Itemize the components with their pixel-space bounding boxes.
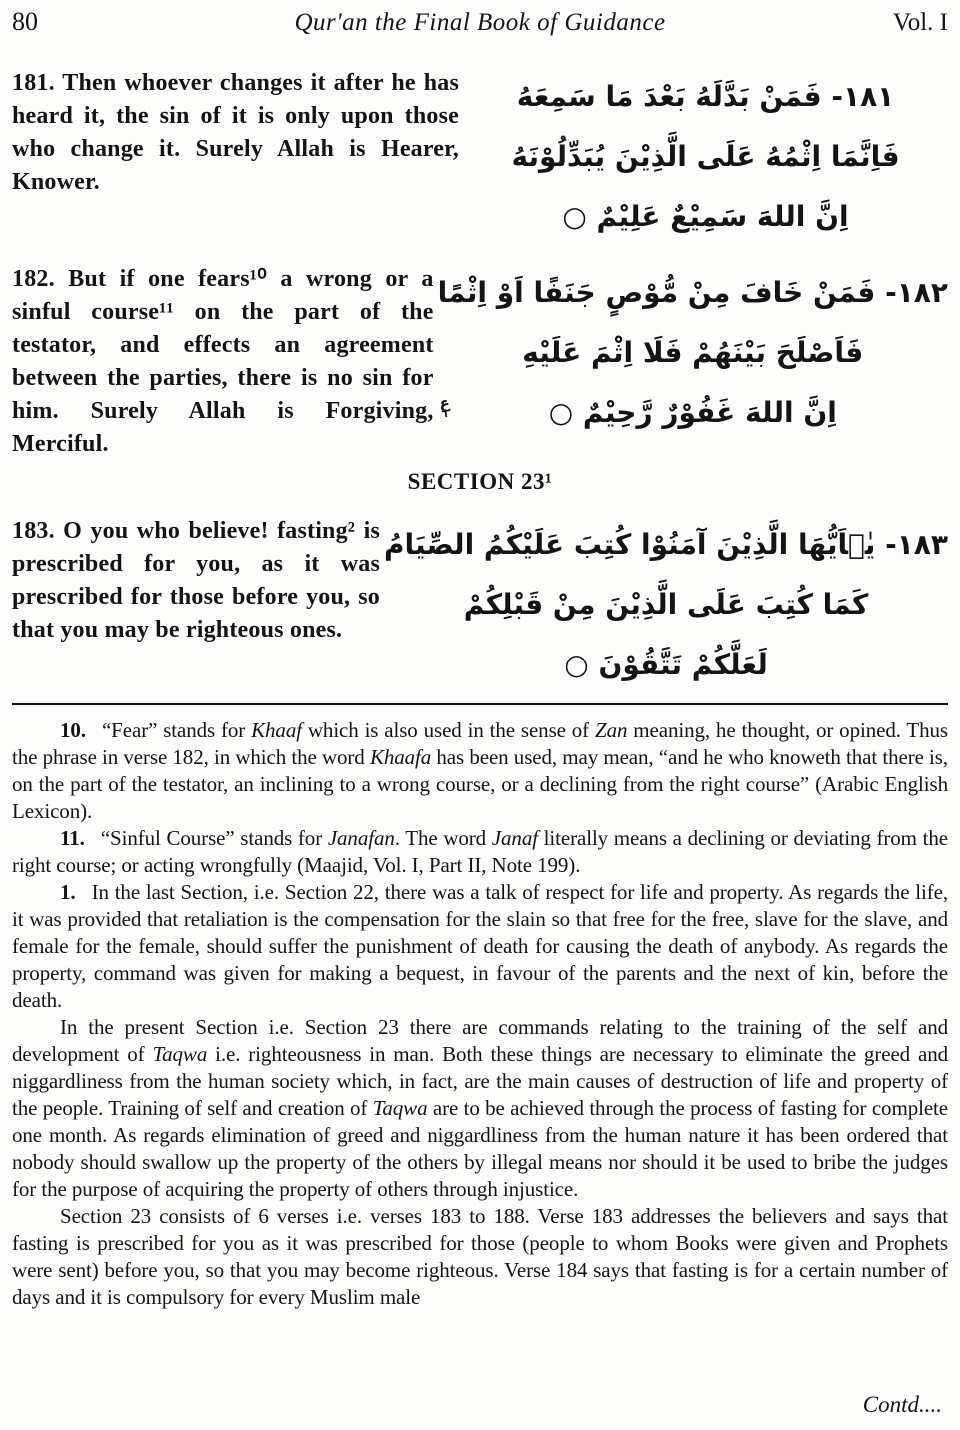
arabic-line: كَمَا كُتِبَ عَلَى الَّذِيْنَ مِنْ قَبْلِكُمْ xyxy=(463,588,869,621)
verse-182-arabic xyxy=(434,263,948,443)
commentary-paragraph xyxy=(12,1014,948,1203)
arabic-line: فَاِنَّمَا اِثْمُهُ عَلَى الَّذِيْنَ يُبَدِّلُوْنَهُ xyxy=(511,140,900,173)
commentary-paragraph xyxy=(12,1203,948,1311)
ruku-marker xyxy=(439,394,450,420)
footnote-text: In the last Section, i.e. Section 22, there was a talk of respect for life and property. As regards the life, it was provided that retaliation is the compensation for the slain so that free for the free, slave for the slave, and female for the female, should suffer the punishment of death for causing the death of anybody. As regards the property, command was given for making a bequest, in favour of the parents and the next of kin, before the death. xyxy=(12,880,948,1012)
verse-183-arabic xyxy=(380,515,948,695)
footnote-text: “Sinful Course” stands for Janafan. The word Janaf literally means a declining or deviating from the right course; or acting wrongfully (Maajid, Vol. I, Part II, Note 199). xyxy=(12,826,948,877)
verse-182-english: 182. But if one fears¹⁰ a wrong or a sinful course¹¹ on the part of the testator, and effects an agreement between the parties, there is no sin for him. Surely Allah is Forgiving, Merciful. xyxy=(12,266,434,457)
verse-row-181 xyxy=(12,67,948,247)
arabic-line: لَعَلَّكُمْ تَتَّقُوْنَ ○ xyxy=(564,648,768,681)
volume-label: Vol. I xyxy=(892,9,948,36)
page-header xyxy=(12,8,948,37)
ruku-letter: ع xyxy=(439,394,450,412)
footnote-11 xyxy=(12,825,948,879)
arabic-line: ١٨١- فَمَنْ بَدَّلَهُ بَعْدَ مَا سَمِعَهُ xyxy=(516,80,895,113)
contd-label: Contd.... xyxy=(862,1392,942,1417)
verse-row-183 xyxy=(12,515,948,695)
footnote-marker: 11. xyxy=(60,826,85,850)
arabic-line: ١٨٢- فَمَنْ خَافَ مِنْ مُّوْصٍ جَنَفًا اَوْ اِثْمًا xyxy=(437,276,948,309)
arabic-line xyxy=(438,383,948,443)
footnote-text: “Fear” stands for Khaaf which is also used in the sense of Zan meaning, he thought, or opined. Thus the phrase in verse 182, in which the word Khaafa has been used, may mean, “and he who knoweth that there is, on the part of the testator, an inclining to a wrong course, or a declining from the right course” (Arabic English Lexicon). xyxy=(12,718,948,823)
verse-181-english: 181. Then whoever changes it after he has heard it, the sin of it is only upon those who change it. Surely Allah is Hearer, Knower. xyxy=(12,70,459,195)
ruku-number: ٦ xyxy=(441,409,448,420)
footnote-marker: 1. xyxy=(60,880,76,904)
section-heading: SECTION 23¹ xyxy=(407,469,553,494)
page-number: 80 xyxy=(12,7,38,36)
verse-183-english: 183. O you who believe! fasting² is prescribed for you, as it was prescribed for those before you, so that you may be righteous ones. xyxy=(12,518,380,643)
arabic-line-text: اِنَّ اللهَ غَفُوْرٌ رَّحِيْمٌ ○ xyxy=(548,396,837,429)
commentary-text: In the present Section i.e. Section 23 there are commands relating to the training of the self and development of Taqwa i.e. righteousness in man. Both these things are necessary to eliminate the greed and niggardliness from the human society which, in fact, are the main causes of destruction of life and property of the people. Training of self and creation of Taqwa are to be achieved through the process of fasting for complete one month. As regards elimination of greed and niggardliness from the human nature it has been ordered that nobody should swallow up the property of the others by illegal means nor should it be used to bribe the judges for the purpose of acquiring the property of others through injustice. xyxy=(12,1015,949,1201)
arabic-line: اِنَّ اللهَ سَمِيْعٌ عَلِيْمٌ ○ xyxy=(562,200,849,233)
footnote-marker: 10. xyxy=(60,718,86,742)
footnote-10 xyxy=(12,717,948,825)
footnotes-block xyxy=(12,717,948,1311)
commentary-text: Section 23 consists of 6 verses i.e. verses 183 to 188. Verse 183 addresses the believers and says that fasting is prescribed for you as it was prescribed for those (people to whom Books were given and Prophets were sent) before you, so that you may become righteous. Verse 184 says that fasting is for a certain number of days and it is compulsory for every Muslim male xyxy=(12,1204,948,1309)
footnote-divider xyxy=(12,703,948,705)
arabic-line: ١٨٣- يٰۤاَيُّهَا الَّذِيْنَ آمَنُوْا كُتِبَ عَلَيْكُمُ الصِّيَامُ xyxy=(384,528,948,561)
verse-181-arabic xyxy=(459,67,948,247)
footnote-1 xyxy=(12,879,948,1014)
verse-row-182 xyxy=(12,263,948,461)
arabic-line: فَاَصْلَحَ بَيْنَهُمْ فَلَا اِثْمَ عَلَيْهِ xyxy=(522,336,864,369)
book-title: Qur'an the Final Book of Guidance xyxy=(294,9,666,36)
